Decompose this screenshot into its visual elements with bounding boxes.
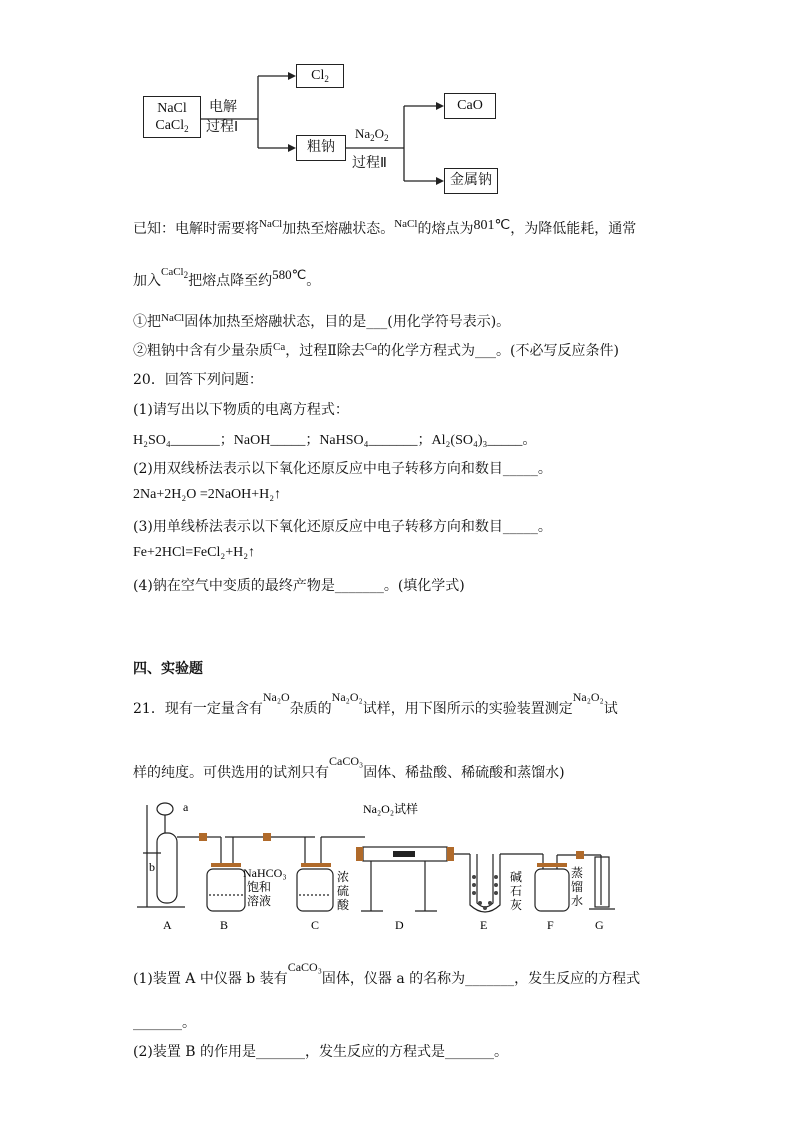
distilled-label-2: 馏 [571,880,584,894]
q20-equation-3: Fe+2HCl=FeCl₂+H₂↑ [133,545,256,560]
cl2-box: $Cl_2$ [296,64,344,88]
q20-part3: (3)用单线桥法表示以下氧化还原反应中电子转移方向和数目_____。 [133,519,552,535]
conc-label: 浓 [337,870,350,884]
q21-line-1: 21．现有一定量含有Na₂O杂质的Na₂O₂试样，用下图所示的实验装置测定Na₂O₂试 [133,690,618,717]
crude-sodium-box: 粗钠 [296,135,346,161]
solution-label: 溶液 [247,894,272,908]
label-b: b [149,860,155,874]
q21-part1: (1)装置 A 中仪器 b 装有CaCO₃固体，仪器 a 的名称为_______，发生反应的方程式 [133,960,641,987]
step1-label-top: 电解 [209,100,237,115]
q20-part1: (1)请写出以下物质的电离方程式： [133,402,349,418]
acid-label: 酸 [337,898,350,912]
label-C: C [311,918,320,932]
cacl2-label: CaCl$_2$ [155,118,189,134]
known-line-2: 加入$^{CaCl_2}$把熔点降至约580℃。 [133,266,321,289]
q20-ionization-line: H₂SO₄_______；NaOH_____；NaHSO₄_______；Al₂(SO₄)₃_____。 [133,433,537,448]
sulfuric-label: 硫 [337,884,350,898]
label-B: B [220,918,229,932]
q20-title: 20．回答下列问题： [133,372,263,388]
nahco3-label: NaHCO₃ [243,866,287,880]
sample-label: Na₂O₂试样 [363,802,419,816]
label-F: F [547,918,554,932]
flow-arrows [0,0,800,200]
q20-part4: (4)钠在空气中变质的最终产物是_______。(填化学式) [133,578,465,594]
soda-lime-label-2: 石 [510,884,523,898]
nacl-cacl2-box [143,96,201,138]
label-D: D [395,918,404,932]
sample-boat [393,851,415,857]
section-title: 四、实验题 [133,661,203,677]
na2o2-reagent-label: $Na_2O_2$ [355,126,389,143]
step2-label: 过程Ⅱ [352,156,387,171]
cao-box: CaO [444,93,496,119]
apparatus-figure [125,795,625,935]
q19-part2: ②粗钠中含有少量杂质$^{Ca}$，过程Ⅱ除去$^{Ca}$的化学方程式为___。(不必写反应条件) [133,341,619,359]
q20-equation-2: 2Na+2H₂O =2NaOH+H₂↑ [133,487,282,502]
q21-part1-cont: _______。 [133,1015,196,1031]
metal-sodium-box: 金属钠 [444,168,498,194]
saturated-label: 饱和 [247,880,272,894]
q21-line-2: 样的纯度。可供选用的试剂只有CaCO₃固体、稀盐酸、稀硫酸和蒸馏水) [133,754,565,781]
distilled-label-3: 水 [571,894,584,908]
soda-lime-label-1: 碱 [510,870,523,884]
label-G: G [595,918,604,932]
known-line-1: 已知：电解时需要将$^{NaCl}$加热至熔融状态。$^{NaCl}$的熔点为801℃，为降低能耗，通常 [133,218,637,237]
soda-lime-label-3: 灰 [510,898,523,912]
label-a: a [183,800,189,814]
nacl-label: NaCl [157,101,187,116]
q19-part1: ①把$^{NaCl}$固体加热至熔融状态，目的是___(用化学符号表示)。 [133,312,511,330]
q20-part2: (2)用双线桥法表示以下氧化还原反应中电子转移方向和数目_____。 [133,461,552,477]
distilled-label-1: 蒸 [571,866,584,880]
step1-label-bottom: 过程Ⅰ [206,120,239,135]
label-A: A [163,918,172,932]
q21-part2: (2)装置 B 的作用是_______，发生反应的方程式是_______。 [133,1044,509,1060]
label-E: E [480,918,488,932]
